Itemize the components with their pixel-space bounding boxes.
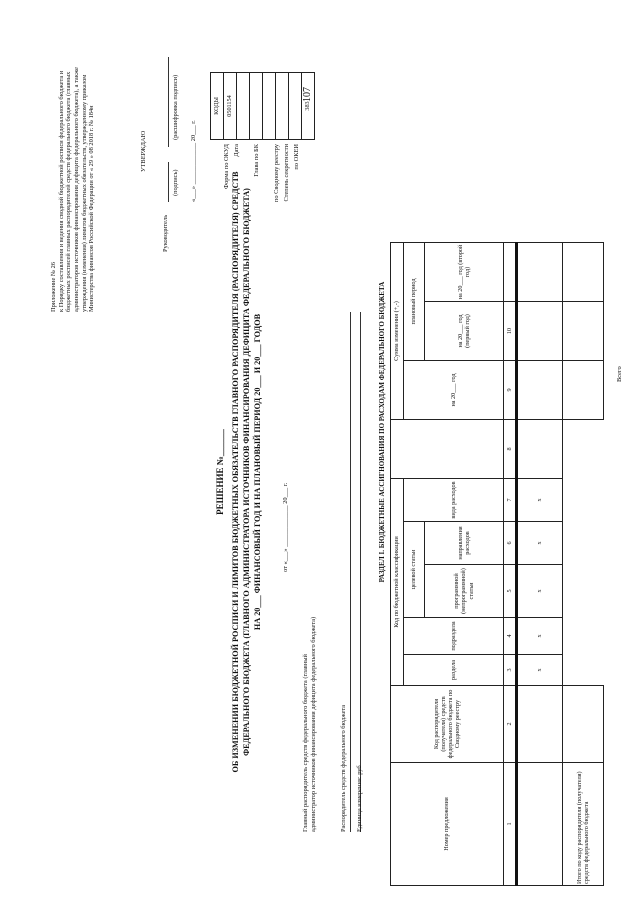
approval-date: «___» _____________ 20___ г. bbox=[190, 120, 197, 202]
col-year-second: на 20___ год (второй год) bbox=[425, 243, 504, 302]
codes-header: КОДЫ bbox=[211, 73, 224, 140]
col-subsection: подраздела bbox=[404, 618, 504, 655]
okud-code: 0501154 bbox=[224, 73, 237, 140]
signature-caption: (подпись) bbox=[172, 169, 179, 196]
date-label: Дата bbox=[233, 144, 240, 157]
secrecy-label: Степень секретности bbox=[283, 144, 290, 202]
col-program-article: программной (непрограммной) статьи bbox=[425, 565, 504, 618]
col-section: раздела bbox=[404, 655, 504, 686]
decision-title: РЕШЕНИЕ №______ bbox=[215, 429, 225, 515]
col-expense-direction: направления расходов bbox=[425, 522, 504, 565]
total-all-label: Всего bbox=[616, 366, 623, 382]
col-year-first: на 20___ год (первый год) bbox=[425, 302, 504, 361]
col-budget-classification: Код по бюджетной классификации bbox=[391, 479, 404, 686]
main-manager-label: Главный распорядитель средств федерального бюджета (главный администратор источников финансирования дефицита федерального бюджета) bbox=[302, 616, 317, 832]
table-total-row: Итого по коду распорядителя (получателя) средств федерального бюджета bbox=[563, 243, 604, 886]
unit-label: Единица измерения: руб bbox=[356, 765, 363, 832]
rotated-sheet bbox=[20, 12, 623, 892]
decision-date: от «___» _____________ 20___ г. bbox=[282, 482, 289, 572]
col-recipient-code: Код распорядителя (получателя) средств федерального бюджета по Сводному реестру bbox=[391, 686, 504, 763]
approve-heading: УТВЕРЖДАЮ bbox=[140, 130, 147, 172]
approver-label: Руководитель bbox=[162, 214, 169, 252]
appendix-note: Приложение № 26 к Порядку составления и ведения сводной бюджетной росписи федерального бюджета и бюджетных росписей главных распорядителей средств федерального бюджета (главных администраторов источников финансирования дефицита федерального бюджета), а также утверждения (изменения) лимитов бюджетных обязательств, утвержденному приказом Министерства финансов Российской Федерации от « 29 » 08 2018 г. № 184н bbox=[50, 66, 96, 312]
okei-label: по ОКЕИ bbox=[293, 144, 300, 170]
consolidated-register-label: по Сводному реестру bbox=[273, 144, 280, 203]
col-target-article: целевой статьи bbox=[404, 522, 425, 618]
section-title: РАЗДЕЛ I. БЮДЖЕТНЫЕ АССИГНОВАНИЯ ПО РАСХОДАМ ФЕДЕРАЛЬНОГО БЮДЖЕТА bbox=[378, 281, 386, 583]
col-empty bbox=[391, 420, 504, 479]
col-plan-period: плановый период bbox=[404, 243, 425, 361]
col-expense-type: вида расходов bbox=[404, 479, 504, 522]
page-number: 107 bbox=[302, 87, 313, 102]
okei-code: 383 bbox=[302, 73, 315, 140]
budget-table: Номер предложения Код распорядителя (получателя) средств федерального бюджета по Сводному реестру Код по бюджетной классификации Сумма изменения (+,-) раздела подраздела целевой статьи вида расходов на 20___ год плановый период программной (непрограммной) статьи направления расходов на 20___ год (первый год) на 20___ год (второй год) 1 2 3 4 5 6 7 8 9 10 x x x x x Итого по коду распорядителя (получателя) средств федерального бюджета bbox=[390, 242, 604, 886]
title-body: ОБ ИЗМЕНЕНИИ БЮДЖЕТНОЙ РОСПИСИ И ЛИМИТОВ БЮДЖЕТНЫХ ОБЯЗАТЕЛЬСТВ ГЛАВНОГО РАСПОРЯДИТЕЛЯ (РАСПОРЯДИТЕЛЯ) СРЕДСТВ ФЕДЕРАЛЬНОГО БЮДЖЕТА (ГЛАВНОГО АДМИНИСТРАТОРА ИСТОЧНИКОВ ФИНАНСИРОВАНИЯ ДЕФИЦИТА ФЕДЕРАЛЬНОГО БЮДЖЕТА) НА 20___ ФИНАНСОВЫЙ ГОД И НА ПЛАНОВЫЙ ПЕРИОД 20___ И 20___ ГОДОВ bbox=[231, 171, 263, 773]
col-year-current: на 20___ год bbox=[404, 361, 504, 420]
form-okud-label: Форма по ОКУД bbox=[223, 144, 230, 189]
col-sum-change: Сумма изменения (+,-) bbox=[391, 243, 404, 420]
manager-label: Распорядитель средств федерального бюджета bbox=[340, 704, 347, 832]
decoding-caption: (расшифровка подписи) bbox=[172, 74, 179, 140]
col-proposal-number: Номер предложения bbox=[391, 763, 504, 886]
bk-chapter-label: Глава по БК bbox=[253, 144, 260, 177]
table-row: x x x x x bbox=[517, 243, 563, 886]
